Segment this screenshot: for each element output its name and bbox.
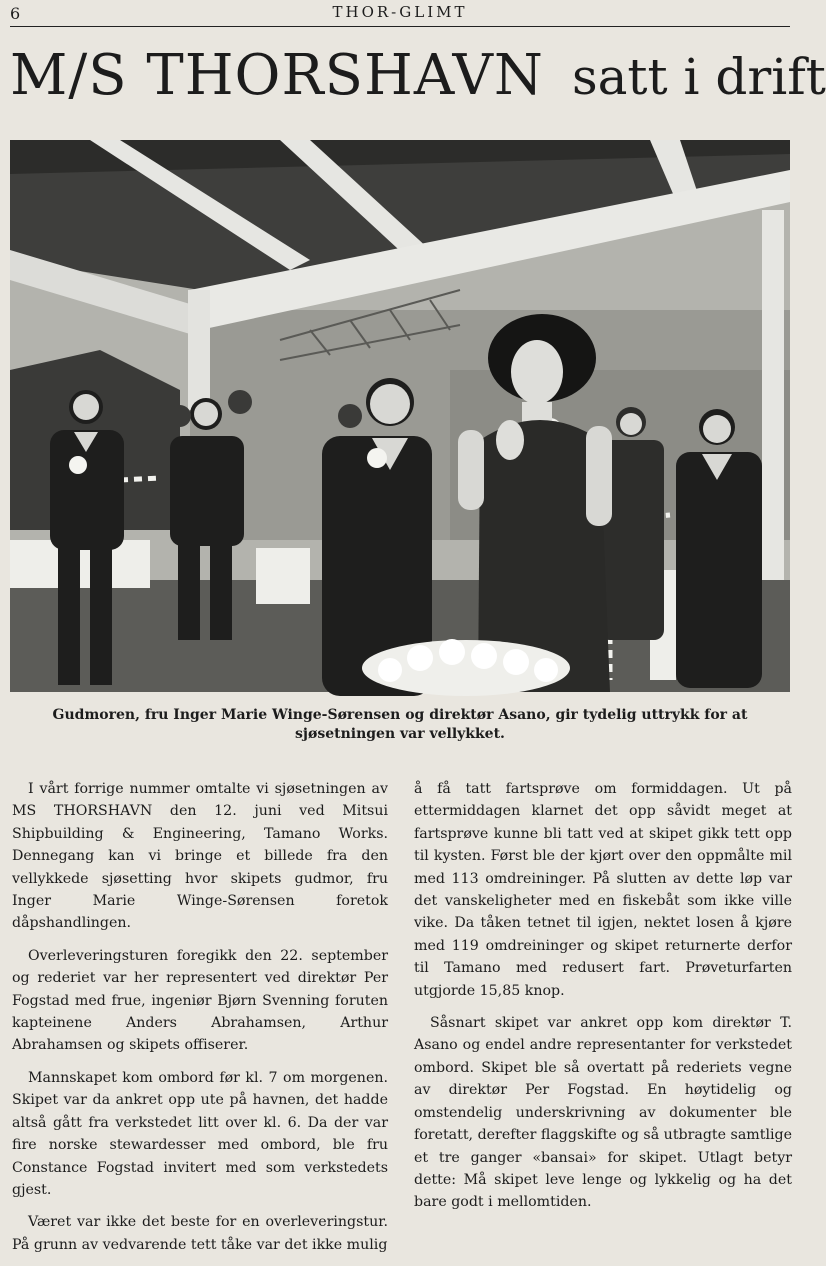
article-paragraph: å få tatt fartsprøve om formiddagen. Ut på ettermiddagen klarnet det opp såvidt meget at fartsprøve kunne bli tatt ved at skipet gikk tett opp til kysten. Først ble der kjørt over den oppmålte mil med 113 omdreininger. På slutten av dette løp var det vanskeligheter med en fiskebåt som ikke ville vike. Da tåken tetnet til igjen, nektet losen å kjøre med 119 omdreininger og skipet returnerte derfor til Tamano med redusert fart. Prøveturfarten utgjorde 15,85 knop. [414,781,792,999]
article-paragraph: Overleveringsturen foregikk den 22. september og rederiet var her representert ved direktør Per Fogstad med frue, ingeniør Bjørn Svenning foruten kapteinene Anders Abrahamsen, Arthur Abrahamsen og skipets offiserer. [12,947,388,1054]
article-headline [10,43,826,109]
header-rule [10,26,790,27]
launch-photo [10,140,790,692]
launch-photo-illustration [10,140,790,692]
article-paragraph: Været var ikke det beste for en overleveringstur. På grunn av vedvarende tett tåke var det ikke mulig [12,1214,388,1253]
article-paragraph: I vårt forrige nummer omtalte vi sjøsetningen av MS THORSHAVN den 12. juni ved Mitsui Shipbuilding & Engineering, Tamano Works. Dennegang kan vi bringe et billede fra den vellykkede sjøsetting hvor skipets gudmor, fru Inger Marie Winge-Sørensen foretok dåpshandlingen. [12,781,388,932]
article-column-left [12,778,388,1266]
article-column-right [414,778,792,1224]
article-paragraph: Mannskapet kom ombord før kl. 7 om morgenen. Skipet var da ankret opp ute på havnen, det hadde altså gått fra verkstedet litt over kl. 6. Da der var fire norske stewardesser med ombord, ble fru Constance Fogstad invitert med som verkstedets gjest. [12,1069,388,1198]
page-number: 6 [10,4,22,23]
running-title: THOR-GLIMT [332,3,468,21]
article-paragraph: Såsnart skipet var ankret opp kom direktør T. Asano og endel andre representanter for verkstedet ombord. Skipet ble så overtatt på rederiets vegne av direktør Per Fogstad. En høytidelig og omstendelig underskrivning av dokumenter ble foretatt, derefter flaggskifte og så utbragte samtlige et tre ganger «bansai» for skipet. Utlagt betyr dette: Må skipet leve lenge og lykkelig og ha det bare godt i mellomtiden. [414,1015,792,1211]
headline-rest: satt i drift [571,48,826,106]
headline-caps: M/S THORSHAVN [10,43,544,108]
photo-caption: Gudmoren, fru Inger Marie Winge-Sørensen og direktør Asano, gir tydelig uttrykk for at sjøsetningen var vellykket. [52,707,748,742]
